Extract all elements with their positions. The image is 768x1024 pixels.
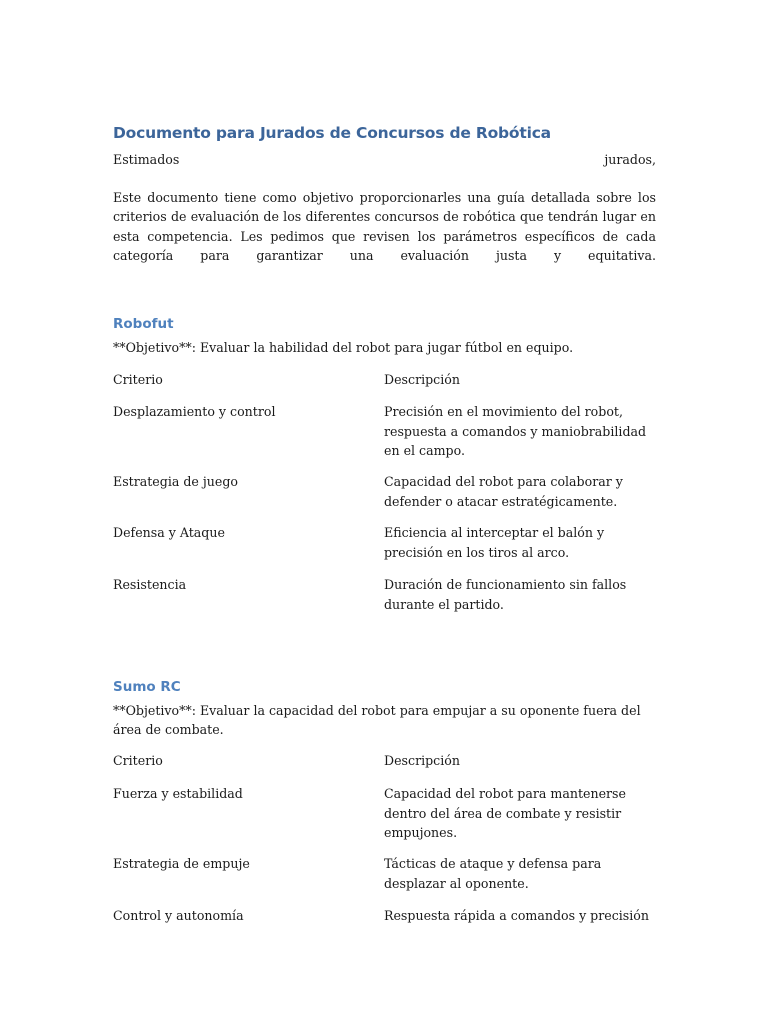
section-heading-robofut: Robofut xyxy=(113,316,174,332)
objective-robofut: **Objetivo**: Evaluar la habilidad del robot para jugar fútbol en equipo. xyxy=(113,340,574,355)
header-descripcion: Descripción xyxy=(384,753,460,768)
header-descripcion: Descripción xyxy=(384,372,460,387)
row-criterio: Estrategia de empuje xyxy=(113,856,250,871)
row-descripcion: Respuesta rápida a comandos y precisión xyxy=(384,908,649,923)
row-criterio: Desplazamiento y control xyxy=(113,404,276,419)
header-criterio: Criterio xyxy=(113,372,163,387)
row-criterio: Control y autonomía xyxy=(113,908,244,923)
row-descripcion: Eficiencia al interceptar el balón y precisión en los tiros al arco. xyxy=(384,525,605,560)
intro-paragraph: Este documento tiene como objetivo proporcionarles una guía detallada sobre los criterios de evaluación de los diferentes concursos de robótica que tendrán lugar en esta competencia. Les pedimos que revisen los parámetros específicos de cada categoría para garantizar una evaluación justa y equitativa. xyxy=(113,190,656,263)
row-descripcion: Precisión en el movimiento del robot, respuesta a comandos y maniobrabilidad en el campo. xyxy=(384,404,647,458)
greeting-right: jurados, xyxy=(604,152,656,167)
greeting-line xyxy=(113,150,656,169)
header-criterio: Criterio xyxy=(113,753,163,768)
section-heading-sumo-rc: Sumo RC xyxy=(113,679,181,695)
row-criterio: Fuerza y estabilidad xyxy=(113,786,243,801)
row-criterio: Resistencia xyxy=(113,577,187,592)
row-criterio: Defensa y Ataque xyxy=(113,525,225,540)
greeting-left: Estimados xyxy=(113,152,180,167)
row-descripcion: Duración de funcionamiento sin fallos durante el partido. xyxy=(384,577,627,612)
row-descripcion: Tácticas de ataque y defensa para desplazar al oponente. xyxy=(384,856,602,891)
row-descripcion: Capacidad del robot para colaborar y defender o atacar estratégicamente. xyxy=(384,474,623,509)
objective-sumo-rc: **Objetivo**: Evaluar la capacidad del robot para empujar a su oponente fuera del área de combate. xyxy=(113,703,641,737)
row-criterio: Estrategia de juego xyxy=(113,474,238,489)
row-descripcion: Capacidad del robot para mantenerse dentro del área de combate y resistir empujones. xyxy=(384,786,626,840)
document-title: Documento para Jurados de Concursos de Robótica xyxy=(113,124,551,142)
